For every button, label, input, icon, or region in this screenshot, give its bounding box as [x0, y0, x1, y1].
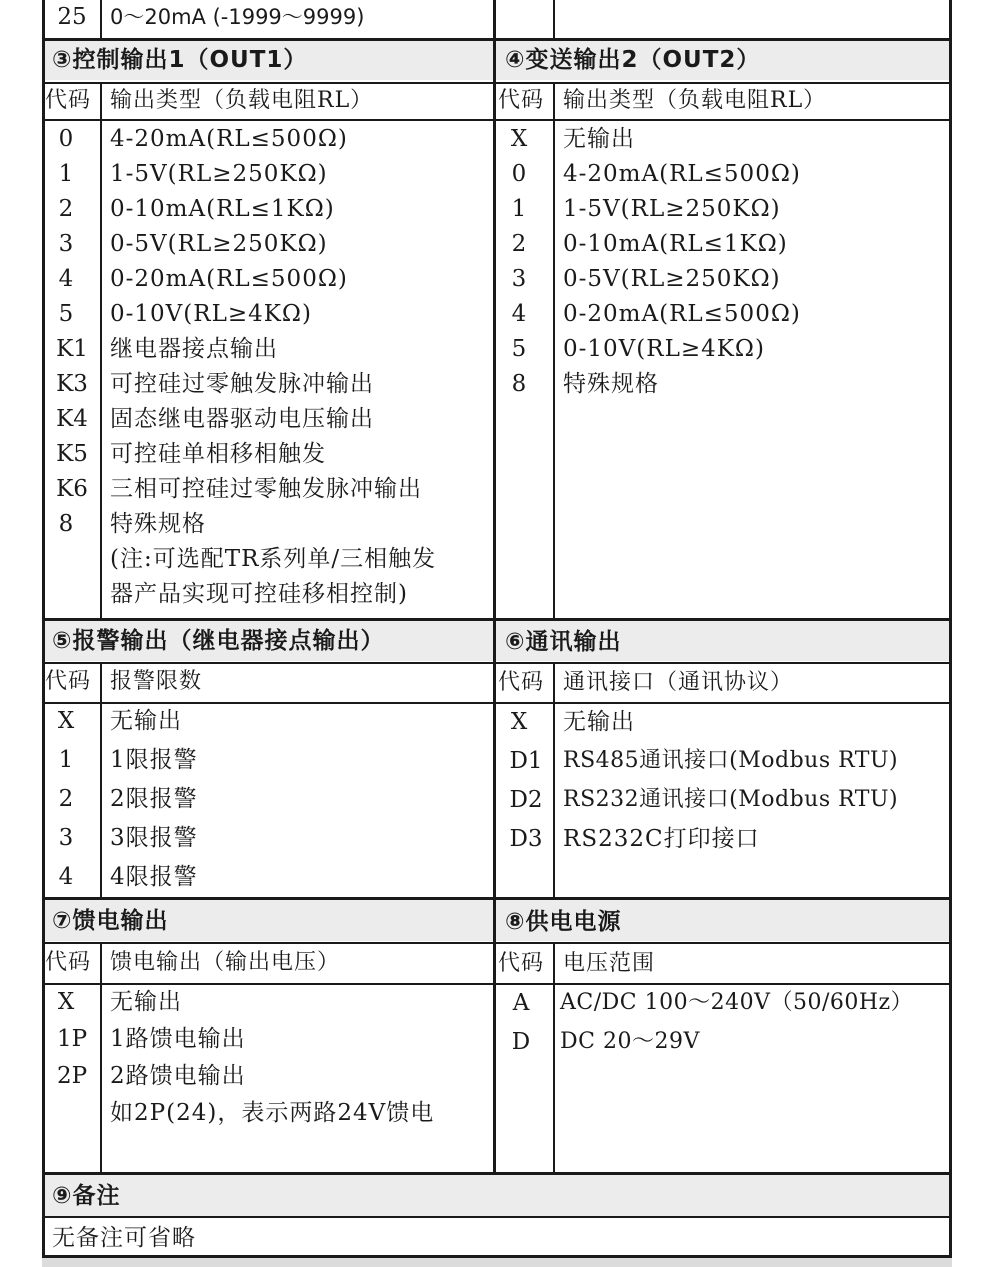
row-desc: 无输出 — [110, 708, 182, 734]
row-code: 3 — [511, 266, 527, 292]
row-desc: 1-5V(RL≥250KΩ) — [563, 196, 781, 222]
row-code: 1 — [58, 747, 74, 773]
section-title-feed: ⑦馈电输出 — [52, 908, 169, 934]
row-code: 4 — [58, 266, 74, 292]
row-code: K3 — [56, 371, 88, 397]
row-desc: 4-20mA(RL≤500Ω) — [110, 126, 348, 152]
row-desc: 0-10V(RL≥4KΩ) — [563, 336, 765, 362]
row-code: 5 — [511, 336, 527, 362]
row-divider — [42, 38, 952, 41]
row-divider — [42, 702, 952, 704]
header-code: 代码 — [45, 669, 92, 694]
row-code: 4 — [511, 301, 527, 327]
row-divider — [42, 983, 952, 985]
row-desc: 1-5V(RL≥250KΩ) — [110, 161, 328, 187]
row-divider — [42, 897, 952, 900]
header-desc: 报警限数 — [110, 669, 203, 694]
note-text: (注:可选配TR系列单/三相触发 — [110, 546, 437, 572]
row-desc: 可控硅单相移相触发 — [110, 441, 326, 467]
section-title-power: ⑧供电电源 — [505, 909, 622, 935]
column-divider — [100, 0, 102, 38]
row-code: 3 — [58, 231, 74, 257]
row-divider — [42, 662, 952, 664]
row-desc: 0-10V(RL≥4KΩ) — [110, 301, 312, 327]
bottom-band — [42, 1258, 952, 1267]
row-code: X — [510, 126, 528, 152]
section-title-comm: ⑥通讯输出 — [505, 629, 622, 655]
row-desc: 1路馈电输出 — [110, 1026, 246, 1052]
row-desc: RS232C打印接口 — [563, 826, 760, 852]
header-desc: 通讯接口（通讯协议） — [563, 670, 794, 695]
row-code: 8 — [511, 371, 527, 397]
section-title-bg — [45, 1175, 949, 1216]
row-desc: 无输出 — [563, 126, 635, 152]
row-desc: 0-20mA(RL≤500Ω) — [110, 266, 348, 292]
row-desc: 无输出 — [563, 709, 635, 735]
row-code: 0 — [511, 161, 527, 187]
row-desc: 2限报警 — [110, 786, 198, 812]
column-divider — [100, 662, 102, 897]
row-code: 5 — [58, 301, 74, 327]
header-code: 代码 — [45, 950, 92, 975]
column-divider — [553, 942, 555, 1172]
row-divider — [42, 119, 952, 121]
row-code: K1 — [56, 336, 88, 362]
column-divider — [100, 82, 102, 618]
row-code: 1 — [58, 161, 74, 187]
row-desc: 1限报警 — [110, 747, 198, 773]
row-desc: RS485通讯接口(Modbus RTU) — [563, 748, 899, 773]
row-code: X — [510, 709, 528, 735]
row-desc: 2路馈电输出 — [110, 1063, 246, 1089]
row-desc: DC 20～29V — [560, 1029, 700, 1054]
row-code: 2 — [511, 231, 527, 257]
header-code: 代码 — [498, 670, 545, 695]
row-divider — [42, 82, 952, 84]
row-code: D3 — [509, 826, 543, 852]
row-desc: 4-20mA(RL≤500Ω) — [563, 161, 801, 187]
row-desc: 三相可控硅过零触发脉冲输出 — [110, 476, 422, 502]
row-desc: AC/DC 100～240V（50/60Hz） — [560, 990, 914, 1015]
row-code: X — [57, 708, 75, 734]
row-desc: 0-10mA(RL≤1KΩ) — [563, 231, 788, 257]
row-code: 8 — [58, 511, 74, 537]
row-code: 1P — [56, 1026, 88, 1052]
row-desc: 特殊规格 — [110, 511, 206, 537]
row-divider — [42, 1216, 952, 1218]
row-code: 1 — [511, 196, 527, 222]
section-title-alarm: ⑤报警输出（继电器接点输出） — [52, 628, 385, 654]
row-desc: 0-5V(RL≥250KΩ) — [110, 231, 328, 257]
top-row-desc: 0～20mA (-1999～9999) — [110, 5, 365, 29]
column-divider — [553, 662, 555, 897]
row-desc: 无输出 — [110, 989, 182, 1015]
row-desc: 0-20mA(RL≤500Ω) — [563, 301, 801, 327]
header-desc: 馈电输出（输出电压） — [110, 950, 341, 975]
section-title-out2: ④变送输出2（OUT2） — [505, 47, 761, 73]
row-desc: 3限报警 — [110, 825, 198, 851]
row-desc: 继电器接点输出 — [110, 336, 278, 362]
top-row-code: 25 — [57, 4, 87, 30]
row-desc: 0-10mA(RL≤1KΩ) — [110, 196, 335, 222]
column-divider — [553, 82, 555, 618]
row-code: 4 — [58, 864, 74, 890]
row-code: D — [511, 1029, 531, 1055]
header-desc: 电压范围 — [563, 951, 656, 976]
row-desc: 特殊规格 — [563, 371, 659, 397]
row-divider — [42, 1172, 952, 1175]
section-title-remark: ⑨备注 — [52, 1183, 121, 1209]
row-code: 2 — [58, 786, 74, 812]
header-desc: 输出类型（负载电阻RL） — [110, 88, 374, 113]
row-desc: 固态继电器驱动电压输出 — [110, 406, 374, 432]
column-divider — [553, 0, 555, 38]
row-divider — [42, 942, 952, 944]
header-desc: 输出类型（负载电阻RL） — [563, 88, 827, 113]
row-code: D2 — [509, 787, 543, 813]
note-text: 器产品实现可控硅移相控制) — [110, 581, 408, 607]
row-code: A — [512, 990, 530, 1016]
column-divider — [100, 942, 102, 1172]
row-code: K4 — [56, 406, 88, 432]
section-title-out1: ③控制输出1（OUT1） — [52, 47, 308, 73]
row-code: 3 — [58, 825, 74, 851]
header-code: 代码 — [45, 88, 92, 113]
row-code: D1 — [509, 748, 543, 774]
row-code: 0 — [58, 126, 74, 152]
header-code: 代码 — [498, 951, 545, 976]
row-code: 2 — [58, 196, 74, 222]
feed-example: 如2P(24)，表示两路24V馈电 — [110, 1100, 435, 1126]
row-divider — [42, 618, 952, 621]
row-code: 2P — [56, 1063, 88, 1089]
header-code: 代码 — [498, 88, 545, 113]
row-code: K6 — [56, 476, 88, 502]
section-title-bg — [45, 900, 949, 941]
row-desc: RS232通讯接口(Modbus RTU) — [563, 787, 899, 812]
row-code: X — [57, 989, 75, 1015]
row-desc: 4限报警 — [110, 864, 198, 890]
row-desc: 可控硅过零触发脉冲输出 — [110, 371, 374, 397]
row-desc: 0-5V(RL≥250KΩ) — [563, 266, 781, 292]
remark-text: 无备注可省略 — [52, 1225, 196, 1251]
row-code: K5 — [56, 441, 88, 467]
